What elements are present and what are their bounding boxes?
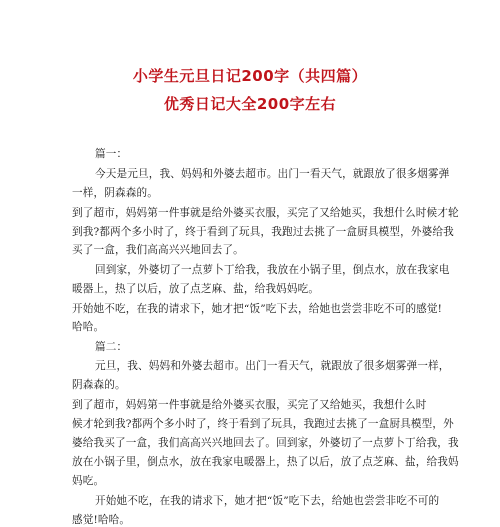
paragraph-line: 今天是元旦，我、妈妈和外婆去超市。出门一看天气，就跟放了很多烟雾弹 [95, 168, 450, 180]
paragraph-line: 开始她不吃，在我的请求下，她才把“饭”吃下去，给她也尝尝非吃不可的 [95, 495, 440, 507]
document-title: 小学生元旦日记200字（共四篇） [132, 67, 368, 85]
paragraph-line: 阴森森的。 [72, 379, 126, 391]
paragraph-line: 元旦，我、妈妈和外婆去超市。出门一看天气，就跟放了很多烟雾弹一样， [95, 360, 450, 372]
paragraph-line: 婆给我买了一盒，我们高高兴兴地回去了。回到家，外婆切了一点萝卜丁给我，我 [72, 437, 459, 449]
paragraph-line: 开始她不吃，在我的请求下，她才把“饭”吃下去，给她也尝尝非吃不可的感觉! [72, 303, 443, 315]
paragraph-line: 一样，阴森森的。 [72, 187, 158, 199]
paragraph-line: 买了一盒，我们高高兴兴地回去了。 [72, 244, 244, 256]
paragraph-line: 感觉!哈哈。 [72, 514, 131, 526]
document-subtitle: 优秀日记大全200字左右 [163, 95, 337, 113]
section-heading-2: 篇二： [95, 341, 128, 353]
paragraph-line: 哈哈。 [72, 321, 105, 333]
section-heading-1: 篇一： [95, 148, 128, 160]
paragraph-line: 回到家，外婆切了一点萝卜丁给我，我放在小锅子里，倒点水，放在我家电 [95, 264, 450, 276]
paragraph-line: 放在小锅子里，倒点水，放在我家电暖器上，热了以后，放了点芝麻、盐，给我妈 [72, 456, 459, 468]
paragraph-line: 暖器上，热了以后，放了点芝麻、盐，给我妈妈吃。 [72, 283, 320, 295]
paragraph-line: 到了超市，妈妈第一件事就是给外婆买衣服，买完了又给她买，我想什么时候才轮 [72, 207, 459, 219]
paragraph-line: 候才轮到我?都两个多小时了，终于看到了玩具，我跑过去挑了一盒厨具模型，外 [72, 418, 454, 430]
paragraph-line: 到我?都两个多小时了，终于看到了玩具，我跑过去挑了一盒厨具模型，外婆给我 [72, 226, 454, 238]
paragraph-line: 妈吃。 [72, 475, 105, 487]
paragraph-line: 到了超市，妈妈第一件事就是给外婆买衣服，买完了又给她买，我想什么时 [72, 399, 427, 411]
